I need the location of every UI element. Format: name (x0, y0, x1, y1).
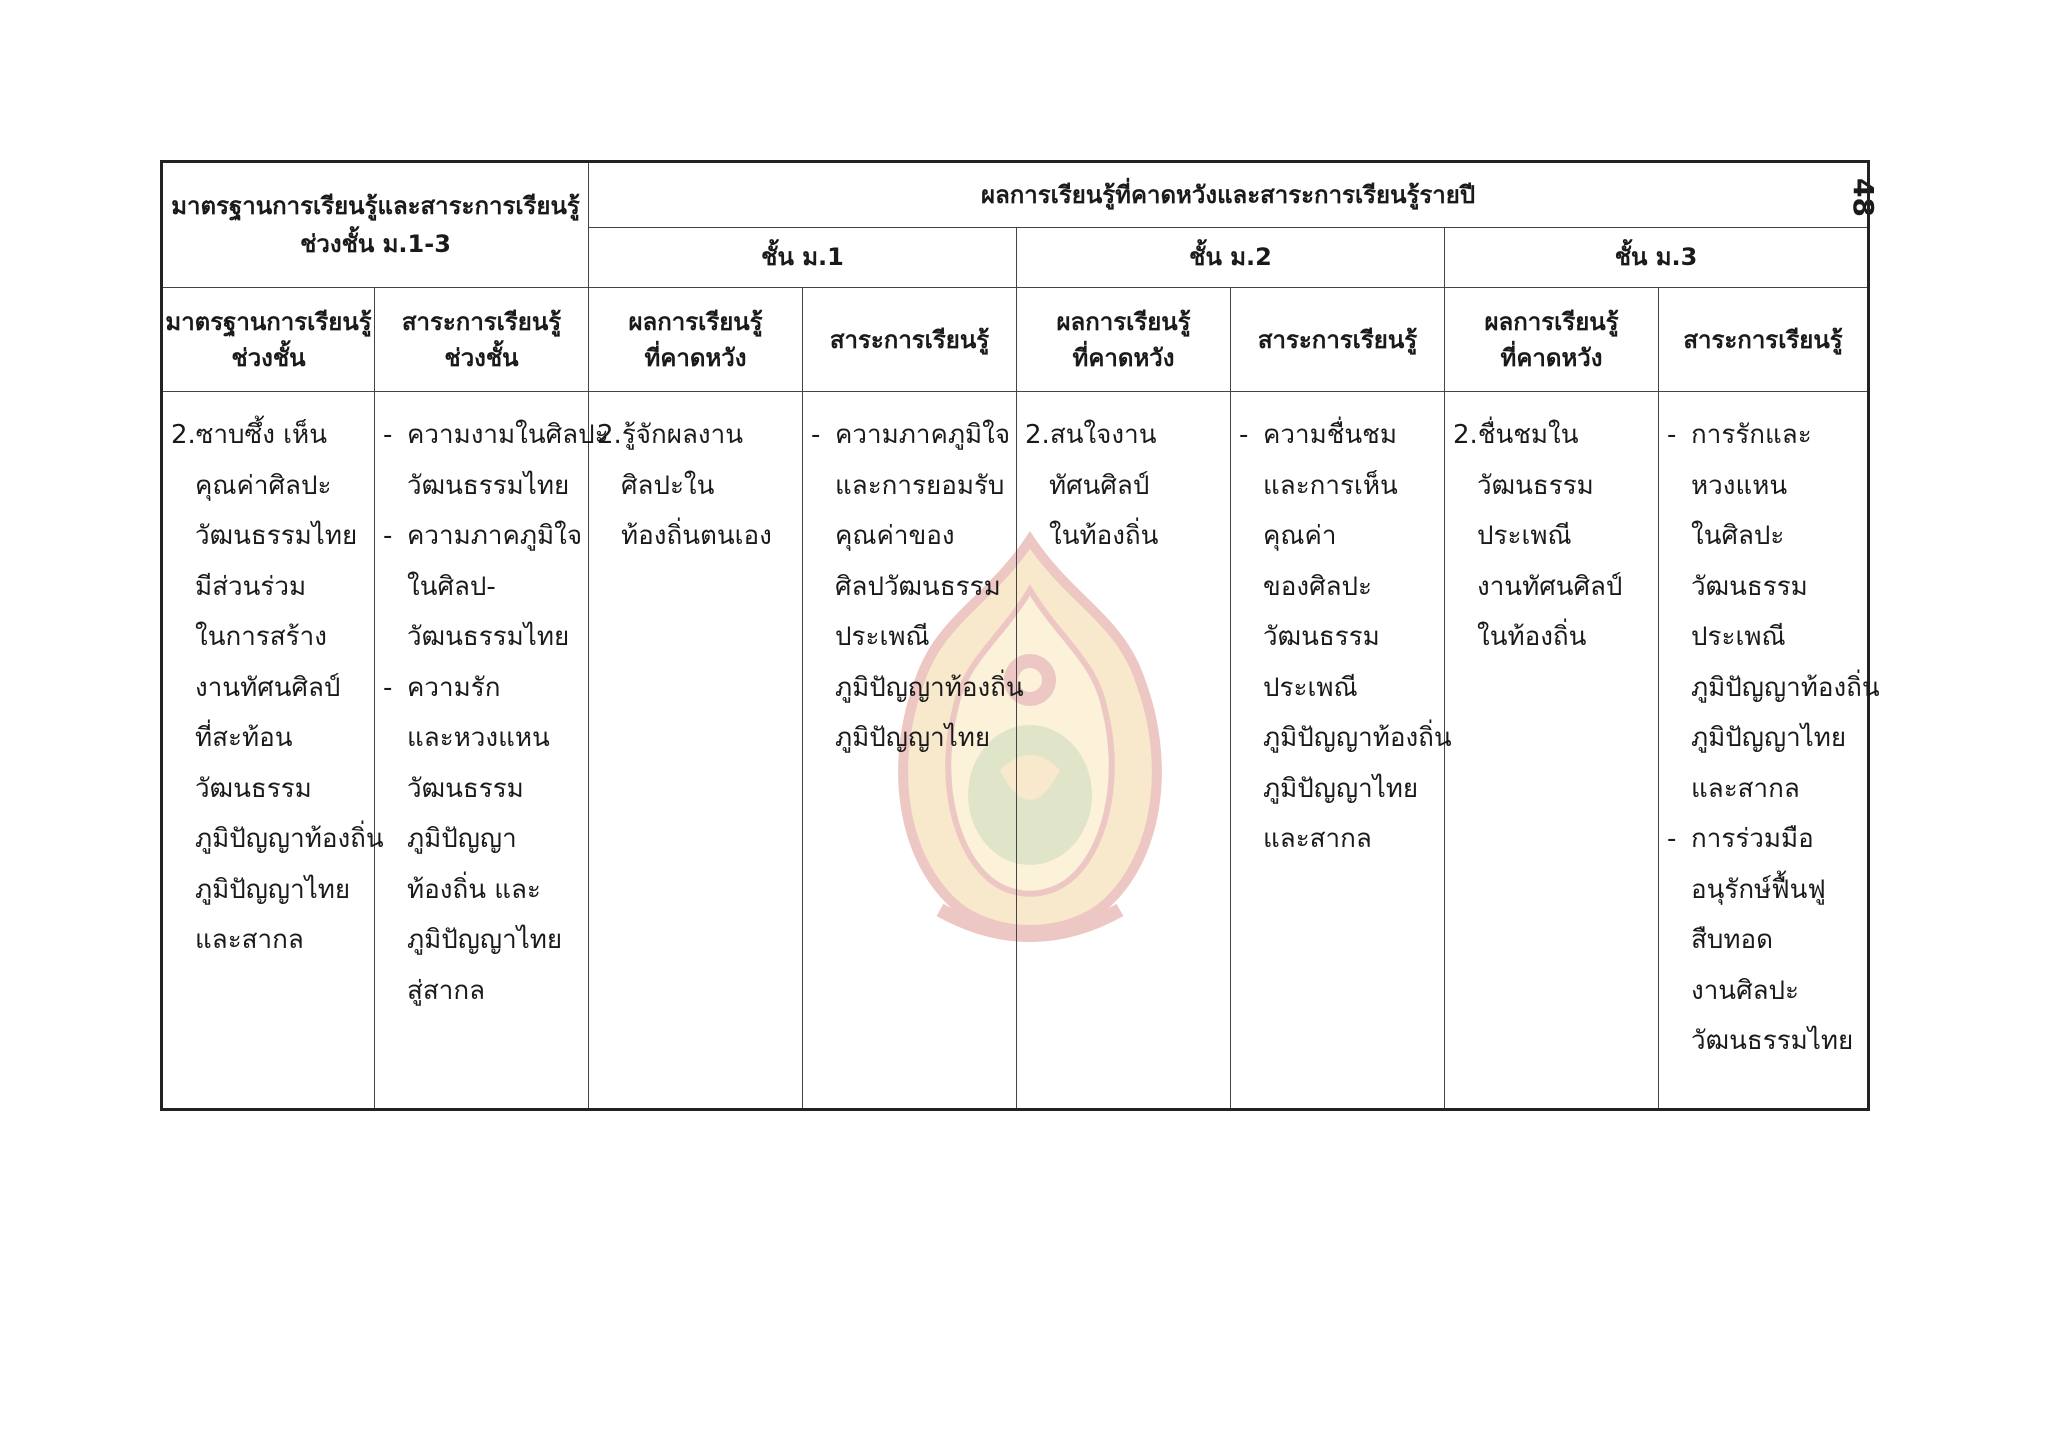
m2-content-item-line: ประเพณี (1263, 672, 1358, 703)
standard-line: ในการสร้าง (195, 622, 327, 652)
m2-content-item-line: และการเห็น (1263, 470, 1398, 501)
range-content-item-line: ภูมิปัญญา (407, 824, 517, 854)
m2-outcome-cell (1017, 392, 1231, 1110)
m3-content-column-header (1659, 288, 1869, 392)
bullet-dash: - (811, 420, 821, 450)
m1-content-item-line: - ความภาคภูมิใจ (811, 410, 1010, 461)
m2-content-item-line: และสากล (1263, 824, 1372, 854)
m3-outcome-line: วัฒนธรรม (1477, 470, 1594, 501)
standard-column-title-line1: มาตรฐานการเรียนรู้ (165, 307, 372, 336)
outcomes-group-header (589, 162, 1869, 228)
range-content-item-line: ท้องถิ่น และ (407, 874, 541, 905)
m1-content-column-header (803, 288, 1017, 392)
range-content-item-line: วัฒนธรรม (407, 773, 524, 804)
standard-line: ที่สะท้อน (195, 723, 293, 753)
grade-m3-header (1445, 227, 1869, 287)
m2-content-item-line: ภูมิปัญญาท้องถิ่น (1263, 723, 1452, 753)
m3-content-item-line: งานศิลปะ (1691, 975, 1799, 1006)
standard-cell (162, 392, 384, 1110)
range-content-item-line: และหวงแหน (407, 723, 550, 753)
standard-line: ภูมิปัญญาท้องถิ่น (195, 824, 384, 854)
bullet-dash: - (383, 672, 393, 703)
m2-content-title: สาระการเรียนรู้ (1257, 325, 1418, 354)
outcomes-group-title: ผลการเรียนรู้ที่คาดหวังและสาระการเรียนรู้รายปี (981, 180, 1476, 209)
curriculum-table (160, 160, 1880, 1111)
range-content-item-line: - ความภาคภูมิใจ (383, 511, 582, 562)
grade-m2-header (1017, 227, 1445, 287)
m1-content-item-line: ภูมิปัญญาไทย (835, 723, 991, 753)
m3-outcome-line: งานทัศนศิลป์ (1477, 571, 1623, 602)
m2-content-item-line: - ความชื่นชม (1239, 410, 1438, 461)
standard-line: และสากล (195, 925, 304, 955)
m3-outcome-title-line2: ที่คาดหวัง (1500, 343, 1603, 372)
grade-m1-header (589, 227, 1017, 287)
grade-m1-label: ชั้น ม.1 (761, 243, 844, 272)
range-content-item-line: - ความรัก (383, 663, 582, 714)
m1-outcome-column-header (589, 288, 803, 392)
standards-group-title-line1: มาตรฐานการเรียนรู้และสาระการเรียนรู้ (171, 192, 580, 220)
m1-content-item-line: คุณค่าของ (835, 521, 955, 551)
m3-content-cell (1659, 392, 1880, 1110)
m3-content-item-line: และสากล (1691, 773, 1800, 804)
standard-line: วัฒนธรรม (195, 773, 312, 804)
bullet-dash: - (1239, 420, 1249, 450)
bullet-dash: - (1667, 824, 1677, 854)
standards-group-title-line2: ช่วงชั้น ม.1-3 (300, 230, 451, 258)
standard-line: ภูมิปัญญาไทย (195, 874, 351, 905)
m3-outcome-line: 2.ชื่นชมใน (1453, 420, 1579, 450)
m2-content-item-line: วัฒนธรรม (1263, 622, 1380, 652)
m2-outcome-line: 2.สนใจงาน (1025, 420, 1157, 450)
m3-content-item-line: สืบทอด (1691, 925, 1774, 955)
m3-content-item-line: วัฒนธรรม (1691, 571, 1808, 602)
m3-outcome-cell (1445, 392, 1659, 1110)
m1-outcome-line: ท้องถิ่นตนเอง (621, 521, 772, 551)
m2-outcome-column-header (1017, 288, 1231, 392)
m2-content-cell (1231, 392, 1452, 1110)
standard-line: มีส่วนร่วม (195, 571, 307, 602)
range-content-item-line: - ความงามในศิลปะ (383, 410, 582, 461)
m2-content-item-line: ภูมิปัญญาไทย (1263, 773, 1419, 804)
m3-content-item-line: หวงแหน (1691, 470, 1788, 501)
m3-outcome-column-header (1445, 288, 1659, 392)
range-content-item-line: วัฒนธรรมไทย (407, 622, 570, 652)
m3-content-item-line: ประเพณี (1691, 622, 1786, 652)
standard-column-header (162, 288, 375, 392)
m1-outcome-line: 2.รู้จักผลงาน (597, 420, 743, 450)
m3-outcome-line: ประเพณี (1477, 521, 1572, 551)
bullet-dash: - (383, 420, 393, 450)
m1-content-item-line: ศิลปวัฒนธรรม (835, 571, 1001, 602)
m3-content-title: สาระการเรียนรู้ (1683, 325, 1843, 354)
standard-line: คุณค่าศิลปะ (195, 470, 332, 501)
bullet-dash: - (383, 521, 393, 551)
m1-outcome-title-line1: ผลการเรียนรู้ (628, 307, 763, 336)
range-content-item-line: ภูมิปัญญาไทย (407, 925, 563, 955)
m1-outcome-line: ศิลปะใน (621, 470, 715, 501)
m3-content-item-line: ในศิลปะ (1691, 521, 1785, 551)
m3-content-item-line: - การร่วมมือ (1667, 814, 1861, 865)
range-content-item-line: สู่สากล (407, 975, 486, 1006)
m3-outcome-line: ในท้องถิ่น (1477, 622, 1587, 652)
standard-line: 2.ซาบซึ้ง เห็น (171, 420, 327, 450)
bullet-dash: - (1667, 420, 1677, 450)
range-content-item-line: วัฒนธรรมไทย (407, 470, 570, 501)
m1-outcome-title-line2: ที่คาดหวัง (644, 343, 747, 372)
m2-outcome-line: ทัศนศิลป์ (1049, 470, 1150, 501)
grade-m3-label: ชั้น ม.3 (1614, 243, 1698, 272)
m1-content-cell (803, 392, 1024, 1110)
m3-outcome-title-line1: ผลการเรียนรู้ (1484, 307, 1619, 336)
m1-content-item-line: ประเพณี (835, 622, 930, 652)
m2-outcome-title-line1: ผลการเรียนรู้ (1056, 307, 1191, 336)
standard-line: งานทัศนศิลป์ (195, 672, 341, 703)
range-content-column-header (375, 288, 589, 392)
m3-content-item-line: ภูมิปัญญาไทย (1691, 723, 1847, 753)
range-content-cell (375, 392, 609, 1110)
standards-group-header (162, 162, 589, 288)
page-number: 48 (1847, 178, 1880, 217)
m2-outcome-line: ในท้องถิ่น (1049, 521, 1159, 551)
m1-content-title: สาระการเรียนรู้ (829, 325, 990, 354)
m1-content-item-line: ภูมิปัญญาท้องถิ่น (835, 672, 1024, 703)
m2-outcome-title-line2: ที่คาดหวัง (1072, 343, 1175, 372)
m3-content-item-line: วัฒนธรรมไทย (1691, 1026, 1854, 1056)
m3-content-item-line: - การรักและ (1667, 410, 1861, 461)
m3-content-item-line: อนุรักษ์ฟื้นฟู (1691, 874, 1826, 905)
range-content-title-line1: สาระการเรียนรู้ (401, 307, 562, 336)
m2-content-column-header (1231, 288, 1445, 392)
range-content-item-line: ในศิลป- (407, 571, 496, 602)
m1-outcome-cell (589, 392, 803, 1110)
range-content-title-line2: ช่วงชั้น (444, 343, 519, 372)
grade-m2-label: ชั้น ม.2 (1189, 243, 1272, 272)
m1-content-item-line: และการยอมรับ (835, 470, 1005, 501)
m2-content-item-line: คุณค่า (1263, 521, 1337, 551)
standard-column-title-line2: ช่วงชั้น (231, 343, 306, 372)
m3-content-item-line: ภูมิปัญญาท้องถิ่น (1691, 672, 1880, 703)
standard-line: วัฒนธรรมไทย (195, 521, 358, 551)
m2-content-item-line: ของศิลปะ (1263, 571, 1373, 602)
